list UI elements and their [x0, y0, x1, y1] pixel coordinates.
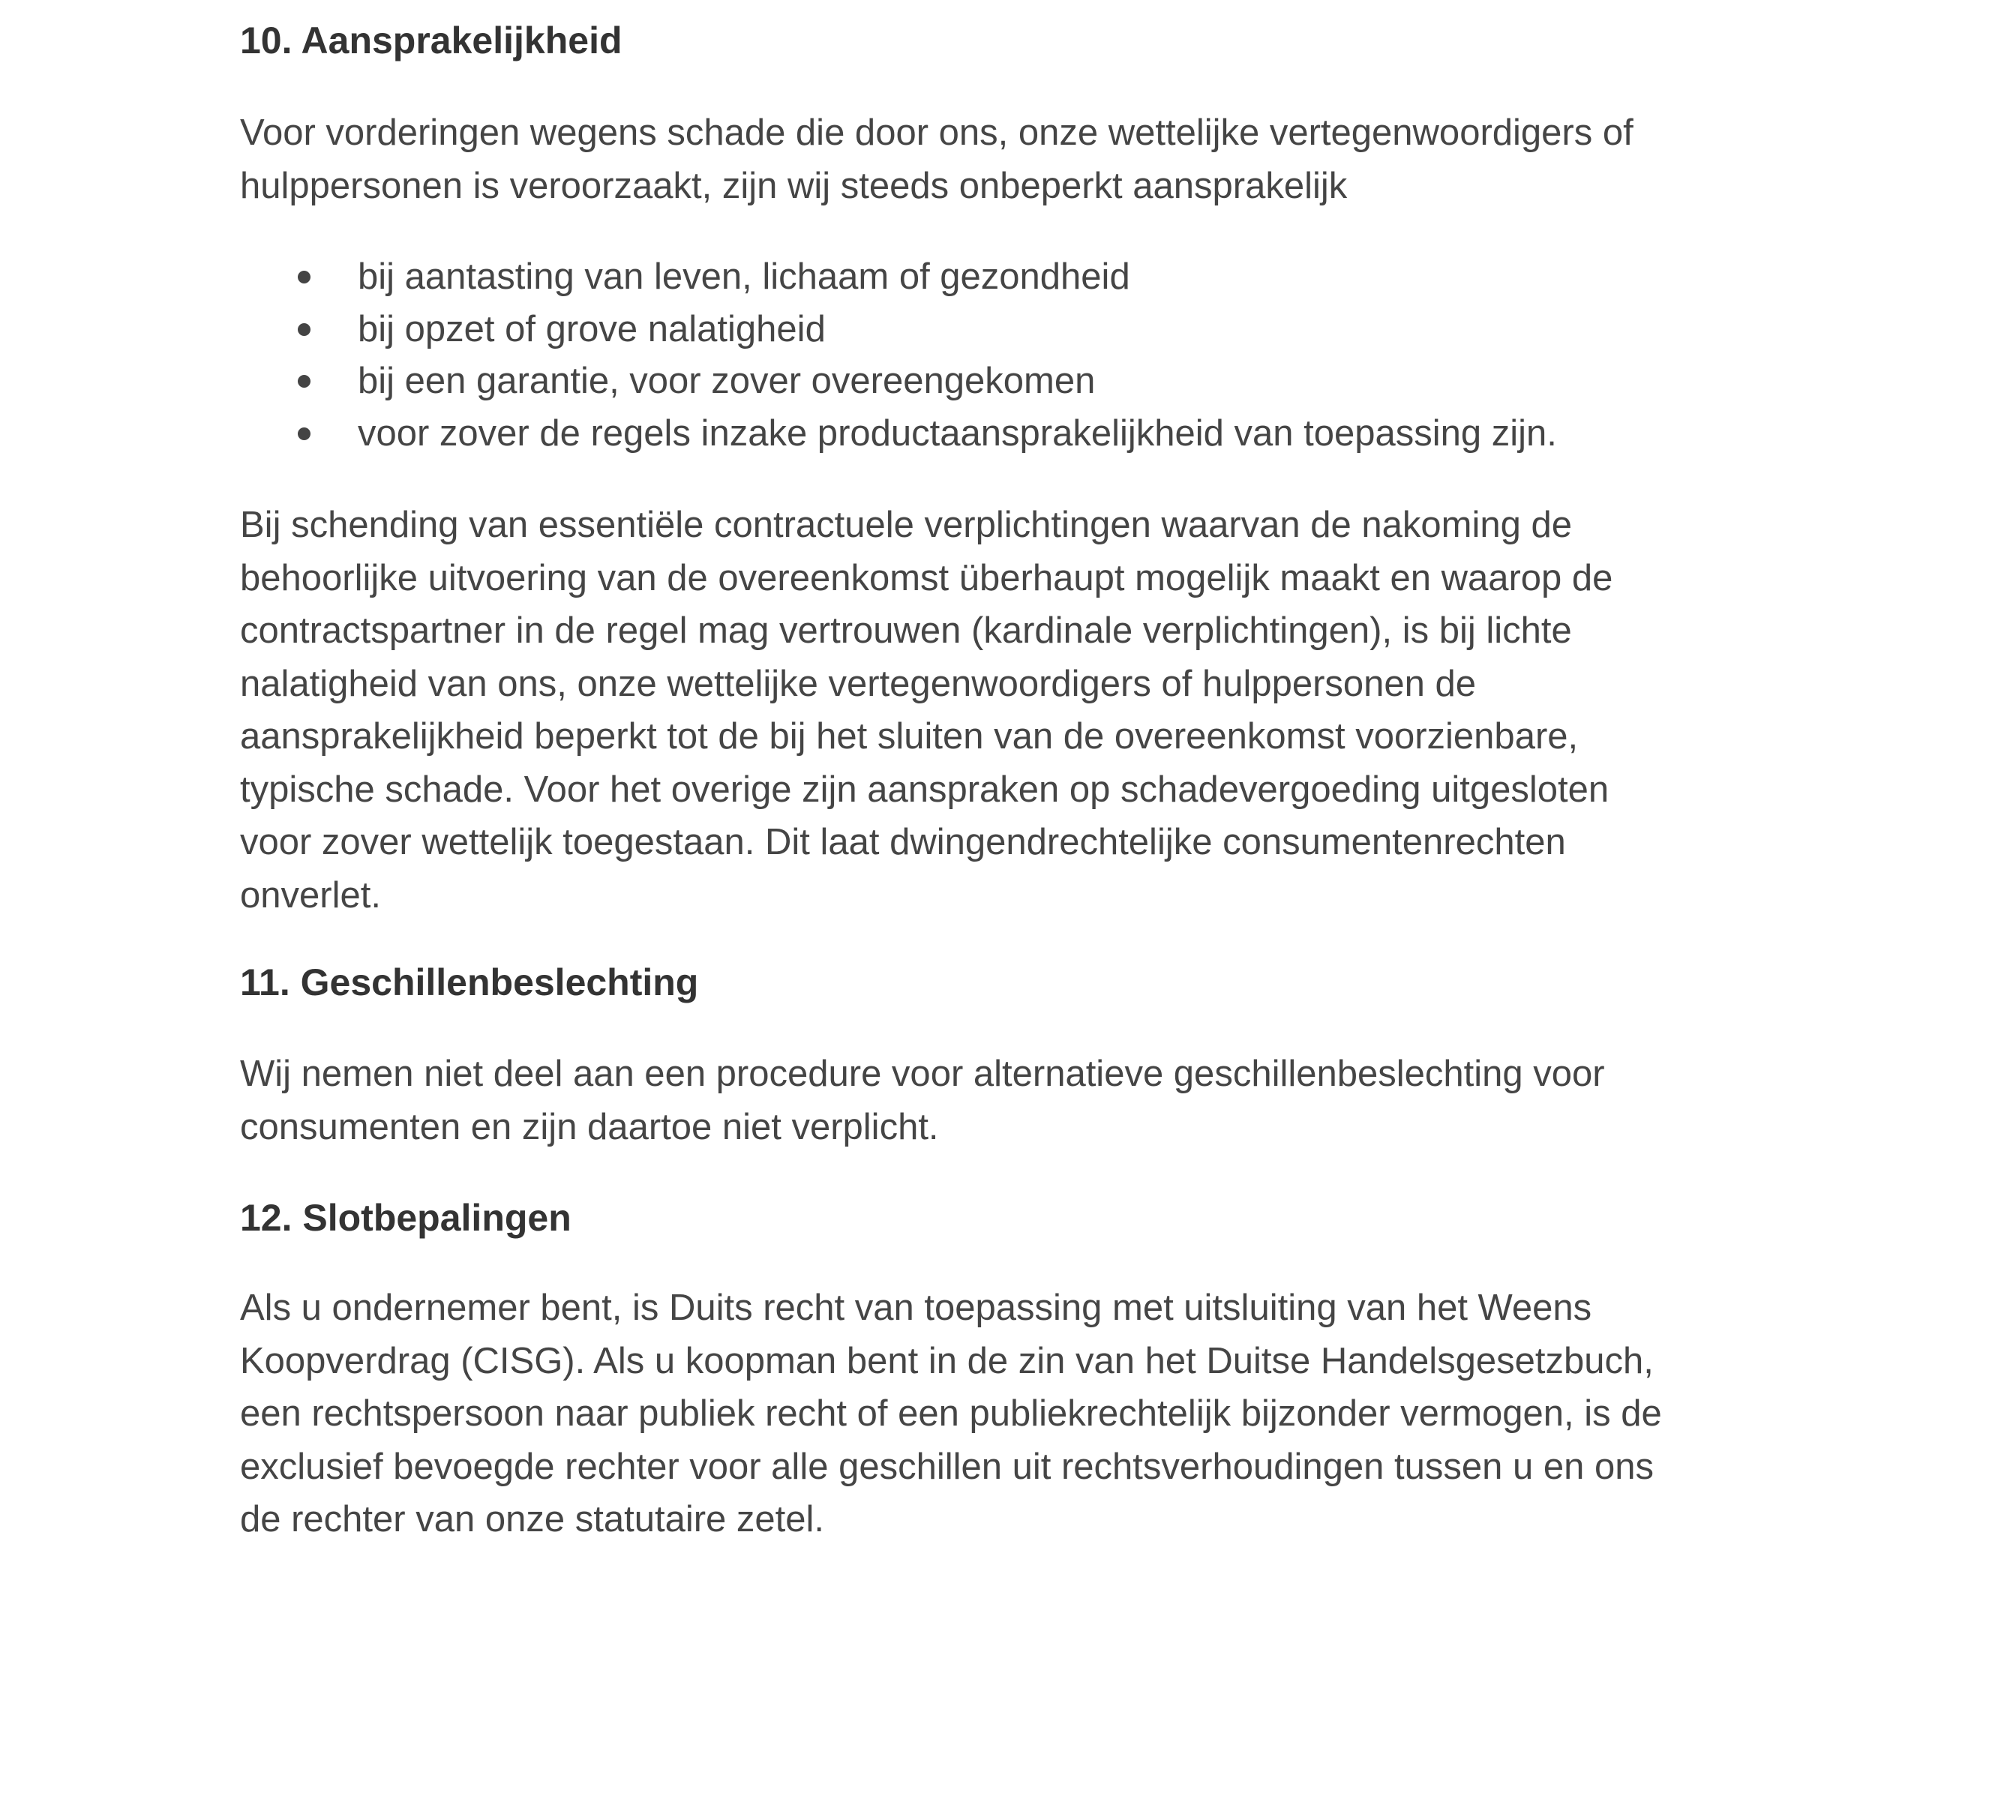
bullet-icon	[298, 271, 310, 283]
list-item-text: bij aantasting van leven, lichaam of gezondheid	[358, 256, 1130, 297]
list-item-text: voor zover de regels inzake productaansprakelijkheid van toepassing zijn.	[358, 412, 1557, 454]
liability-bullet-list	[240, 251, 1557, 460]
text-line: Als u ondernemer bent, is Duits recht van toepassing met uitsluiting van het Weens	[240, 1288, 1592, 1328]
text-line: voor zover wettelijk toegestaan. Dit laat dwingendrechtelijke consumentenrechten	[240, 822, 1566, 862]
bullet-icon	[298, 427, 310, 440]
section-heading-liability: 10. Aansprakelijkheid	[240, 19, 622, 61]
text-line: de rechter van onze statutaire zetel.	[240, 1499, 824, 1540]
text-line: exclusief bevoegde rechter voor alle geschillen uit rechtsverhoudingen tussen u en ons	[240, 1446, 1654, 1487]
list-item-text: bij opzet of grove nalatigheid	[358, 308, 826, 349]
section-heading-dispute-resolution: 11. Geschillenbeslechting	[240, 961, 699, 1003]
list-item	[240, 408, 1557, 460]
text-line: hulppersonen is veroorzaakt, zijn wij steeds onbeperkt aansprakelijk	[240, 165, 1348, 206]
text-line: typische schade. Voor het overige zijn aanspraken op schadevergoeding uitgesloten	[240, 769, 1610, 810]
text-line: Bij schending van essentiële contractuele verplichtingen waarvan de nakoming de	[240, 505, 1572, 545]
bullet-icon	[298, 323, 310, 336]
text-line: Koopverdrag (CISG). Als u koopman bent in de zin van het Duitse Handelsgesetzbuch,	[240, 1340, 1654, 1381]
liability-intro-paragraph	[240, 106, 1634, 212]
text-line: contractspartner in de regel mag vertrouwen (kardinale verplichtingen), is bij lichte	[240, 610, 1572, 651]
section-heading-final-provisions: 12. Slotbepalingen	[240, 1197, 572, 1239]
liability-body-paragraph	[240, 499, 1612, 922]
dispute-resolution-paragraph	[240, 1048, 1605, 1153]
text-line: aansprakelijkheid beperkt tot de bij het sluiten van de overeenkomst voorzienbare,	[240, 716, 1579, 757]
list-item	[240, 304, 1557, 356]
text-line: onverlet.	[240, 874, 381, 916]
bullet-icon	[298, 375, 310, 388]
text-line: Wij nemen niet deel aan een procedure voor alternatieve geschillenbeslechting voor	[240, 1054, 1605, 1094]
text-line: consumenten en zijn daartoe niet verplicht.	[240, 1106, 939, 1147]
text-line: een rechtspersoon naar publiek recht of een publiekrechtelijk bijzonder vermogen, is de	[240, 1393, 1662, 1434]
final-provisions-paragraph	[240, 1282, 1662, 1546]
text-line: nalatigheid van ons, onze wettelijke vertegenwoordigers of hulppersonen de	[240, 663, 1477, 704]
text-line: Voor vorderingen wegens schade die door ons, onze wettelijke vertegenwoordigers of	[240, 112, 1634, 153]
list-item-text: bij een garantie, voor zover overeengekomen	[358, 361, 1096, 401]
list-item	[240, 355, 1557, 408]
list-item	[240, 251, 1557, 304]
text-line: behoorlijke uitvoering van de overeenkomst überhaupt mogelijk maakt en waarop de	[240, 557, 1613, 598]
